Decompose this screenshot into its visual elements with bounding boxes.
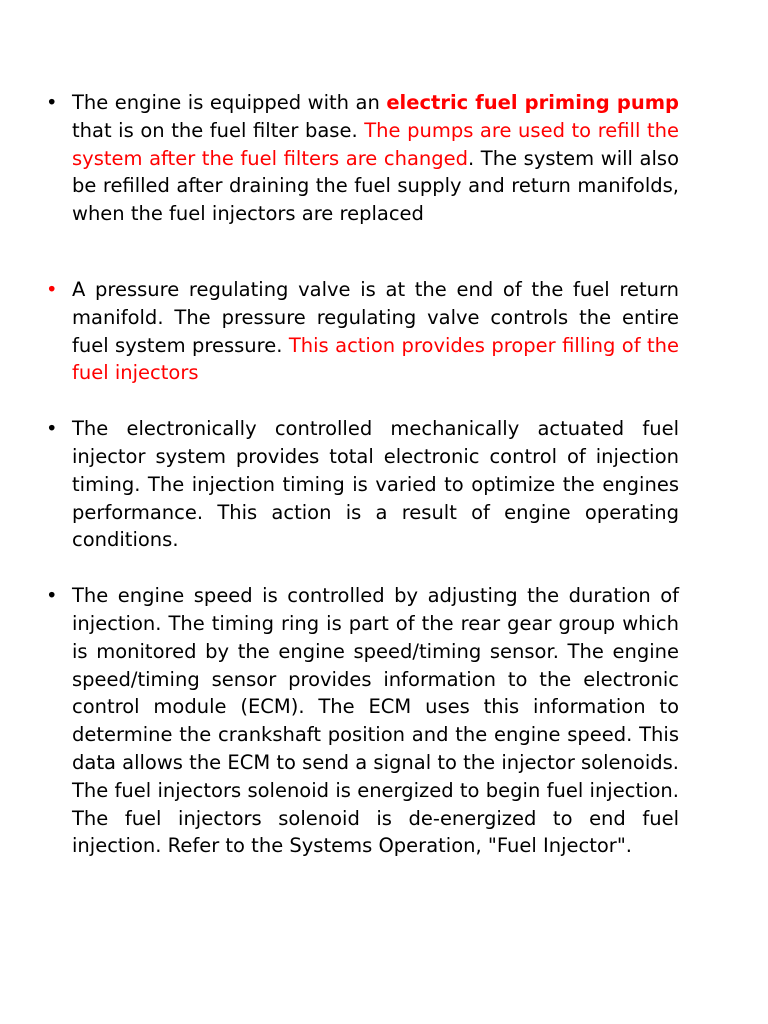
bullet-dot-icon: • [46, 91, 58, 114]
text-segment: that is on the fuel filter base. [72, 118, 365, 142]
bullet-dot-icon: • [46, 277, 58, 301]
bullet-list [46, 89, 679, 860]
bullet-dot-icon: • [46, 584, 58, 608]
bullet-dot-icon: • [46, 417, 58, 441]
text-segment: . The system will also be refilled after draining the fuel supply and return manifolds, when the fuel injectors are replaced [72, 146, 679, 226]
highlighted-bold-term: electric fuel priming pump [386, 91, 679, 114]
text-segment: The engine speed is controlled by adjusting the duration of injection. The timing ring is part of the rear gear group which is monitored by the engine speed/timing sensor. The engine speed/timing sensor provides information to the electronic control module (ECM). The ECM uses this information to determine the crankshaft position and the engine speed. This data allows the ECM to send a signal to the injector solenoids. The fuel injectors solenoid is energized to begin fuel injection. The fuel injectors solenoid is de-energized to end fuel injection. Refer to the Systems Operation, "Fuel Injector". [72, 584, 679, 858]
highlighted-text: This action provides proper filling of the fuel injectors [72, 333, 679, 385]
text-segment: A pressure regulating valve is at the end of the fuel return manifold. The pressure regulating valve controls the entire fuel system pressure. [72, 277, 679, 357]
text-segment: The engine is equipped with an [72, 91, 387, 114]
text-segment: The electronically controlled mechanically actuated fuel injector system provides total electronic control of injection timing. The injection timing is varied to optimize the engines performance. This action is a result of engine operating conditions. [72, 417, 679, 552]
bullet-item-engine-speed [46, 582, 679, 860]
bullet-item-injector-system [46, 415, 679, 554]
highlighted-text: The pumps are used to refill the system after the fuel filters are changed [72, 118, 679, 170]
bullet-item-pressure-regulating-valve [46, 276, 679, 387]
bullet-item-electric-priming-pump [46, 89, 679, 228]
